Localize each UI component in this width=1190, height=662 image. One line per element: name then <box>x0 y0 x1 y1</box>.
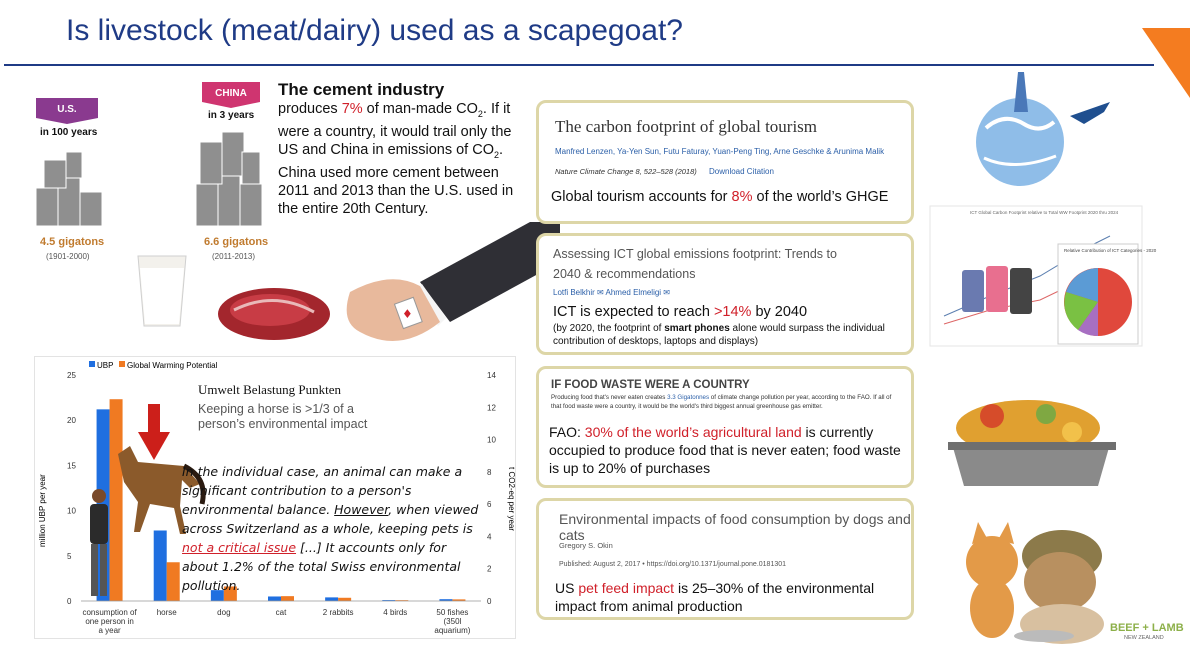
ict-pie-title: Relative Contribution of ICT Categories - 2020 <box>1064 248 1157 253</box>
beef-lamb-logo-sub: NEW ZEALAND <box>1124 635 1164 641</box>
y-tick-left: 15 <box>67 461 76 471</box>
beef-lamb-logo: BEEF + LAMB <box>1110 622 1184 634</box>
us-badge: U.S. <box>57 104 77 115</box>
food-small-text: Producing food that's never eaten creates 3.3 Gigatonnes of climate change pollution per year, according to the FAO. If all of that food waste were a country, it would be the world's third biggest annual greenhouse gas emitter. <box>551 394 892 410</box>
cement-heading: The cement industry <box>278 80 445 99</box>
ict-title: Assessing ICT global emissions footprint: Trends to 2040 & recommendations <box>553 247 837 281</box>
china-badge: CHINA <box>215 88 247 99</box>
ict-panel <box>536 233 914 355</box>
swiss-quote: In the individual case, an animal can make a significant contribution to a person's environmental balance. However, when viewed across Switzerland as a whole, keeping pets is not a critical issue [...] It accounts only for about 1.2% of the total Swiss environmental pollution. <box>182 464 479 593</box>
y-axis-label-right: t CO2-eq per year <box>507 467 516 532</box>
pets-panel <box>536 498 914 620</box>
y-tick-right: 2 <box>487 564 492 574</box>
pets-author: Gregory S. Okin <box>559 541 613 550</box>
tourism-download-link[interactable]: Download Citation <box>709 167 774 176</box>
cat-and-dog-image <box>958 496 1108 644</box>
y-tick-left: 20 <box>67 416 76 426</box>
y-tick-right: 12 <box>487 403 496 413</box>
food-sentence: FAO: 30% of the world’s agricultural land is currently occupied to produce food that is never eaten; food waste is up to 20% of purchases <box>549 424 901 476</box>
overlay-heading: Umwelt Belastung Punkten <box>198 382 341 397</box>
pets-title: Environmental impacts of food consumption by dogs and cats <box>559 511 911 543</box>
food-title: IF FOOD WASTE WERE A COUNTRY <box>551 379 750 391</box>
y-tick-right: 6 <box>487 500 492 510</box>
title-divider <box>4 64 1154 66</box>
x-tick-label: 2 rabbits <box>322 608 354 617</box>
person-image <box>86 486 112 600</box>
legend-label-gwp: Global Warming Potential <box>127 361 218 370</box>
y-axis-label-left: million UBP per year <box>38 474 47 547</box>
china-years: (2011-2013) <box>212 252 255 261</box>
orange-corner-decoration <box>1142 28 1190 98</box>
x-tick-label: consumption of one person in a year <box>82 608 137 635</box>
legend-swatch-ubp <box>89 361 95 367</box>
y-tick-left: 0 <box>67 597 72 606</box>
cement-text: produces 7% of man-made $CO_2$. If it were a country, it would trail only the US and China in emissions of $CO_2$. China used more cement between 2011 and 2013 than the U.S. used in the entire 20th Century. <box>278 101 514 217</box>
pets-published: Published: August 2, 2017 • https://doi.org/10.1371/journal.pone.0181301 <box>559 561 787 568</box>
ict-mini-chart-title: ICT Global Carbon Footprint relative to Total WW Footprint 2020 thru 2024 <box>970 210 1119 215</box>
ict-authors: Lotfi Belkhir ✉ Ahmed Elmeligi ✉ <box>553 288 671 297</box>
ict-footprint-chart-image <box>930 206 1157 346</box>
y-tick-right: 4 <box>487 532 492 542</box>
y-tick-left: 25 <box>67 371 76 380</box>
china-amount: 6.6 gigatons <box>204 236 269 248</box>
sleeve-hand-card-image <box>330 222 560 358</box>
chart-legend <box>89 361 218 370</box>
tourism-title: The carbon footprint of global tourism <box>555 117 818 136</box>
x-tick-label: cat <box>275 608 287 617</box>
x-tick-label: horse <box>156 608 177 617</box>
china-cement-blocks-icon <box>196 128 266 228</box>
globe-travel-image <box>944 72 1114 190</box>
milk-glass-image <box>132 254 192 328</box>
china-period: in 3 years <box>208 110 255 121</box>
bar-gwp <box>167 562 180 601</box>
raw-steak-image <box>214 280 334 344</box>
y-tick-right: 0 <box>487 597 492 606</box>
page-title: Is livestock (meat/dairy) used as a scapegoat? <box>66 14 683 47</box>
x-tick-label: 4 birds <box>383 608 408 617</box>
legend-swatch-gwp <box>119 361 125 367</box>
us-cement-blocks-icon <box>36 148 106 228</box>
ict-sentence: ICT is expected to reach >14% by 2040 <box>553 304 808 320</box>
x-tick-label: dog <box>217 608 231 617</box>
tourism-journal: Nature Climate Change 8, 522–528 (2018) <box>555 167 697 176</box>
bar-ubp <box>268 596 281 601</box>
legend-label-ubp: UBP <box>97 361 114 370</box>
tourism-authors: Manfred Lenzen, Ya-Yen Sun, Futu Faturay, Yuan-Peng Ting, Arne Geschke & Arunima Malik <box>555 147 885 156</box>
bar-ubp <box>325 597 338 601</box>
bar-gwp <box>338 598 351 601</box>
svg-text:♦: ♦ <box>402 307 413 321</box>
horse-note: Keeping a horse is >1/3 of a person’s environmental impact <box>198 402 368 431</box>
x-tick-label: 50 fishes (350l aquarium) <box>434 608 471 635</box>
pets-sentence: US pet feed impact is 25–30% of the environmental impact from animal production <box>555 580 875 614</box>
ict-note: (by 2020, the footprint of smart phones alone would surpass the individual contribution of desktops, laptops and displays) <box>553 323 885 347</box>
us-years: (1901-2000) <box>46 252 90 261</box>
y-tick-right: 8 <box>487 467 492 477</box>
y-tick-right: 14 <box>487 371 496 380</box>
y-tick-left: 5 <box>67 551 72 561</box>
us-period: in 100 years <box>40 127 98 138</box>
tourism-panel <box>536 100 914 224</box>
bar-gwp <box>281 596 294 601</box>
tourism-sentence: Global tourism accounts for 8% of the world’s GHGE <box>551 189 889 205</box>
bar-ubp <box>154 530 167 601</box>
y-tick-right: 10 <box>487 435 496 445</box>
us-amount: 4.5 gigatons <box>40 236 105 248</box>
food-waste-bin-image <box>942 386 1132 488</box>
food-waste-panel <box>536 366 914 488</box>
y-tick-left: 10 <box>67 506 76 516</box>
